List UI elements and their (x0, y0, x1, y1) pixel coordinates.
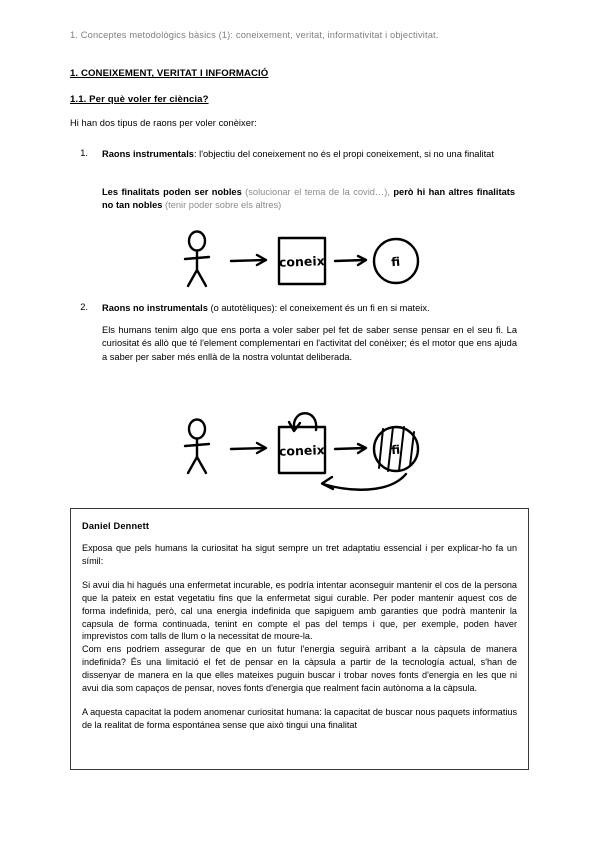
list-item (70, 302, 515, 315)
list-item-number: 2. (80, 302, 88, 312)
subnote-gray-2: (tenir poder sobre els altres) (162, 200, 282, 211)
goal-circle-label: fi (390, 442, 401, 458)
list-item-paragraph (102, 324, 517, 364)
list-item-number: 1. (80, 148, 88, 158)
subnote-content (102, 186, 515, 212)
stick-figure-head (189, 420, 205, 439)
instrumental-knowledge-diagram (0, 228, 600, 299)
section-heading-1-1: 1.1. Per què voler fer ciència? (70, 94, 209, 105)
stick-figure-arms (185, 444, 209, 446)
quote-box-title: Daniel Dennett (82, 521, 150, 531)
knowledge-box-label: coneix (278, 442, 325, 459)
subnote-bold-2: però hi han altres finalitats no tan nobles (102, 187, 516, 211)
list-item-content (102, 302, 515, 315)
knowledge-box-label: coneix (278, 253, 325, 270)
stick-figure-head (189, 232, 205, 251)
quote-paragraph-1: Exposa que pels humans la curiositat ha sigut sempre un tret adaptatiu essencial i per explicar-ho fa un símil: (82, 543, 517, 566)
diagram-1-svg (175, 228, 425, 294)
list-item-rest: : l'objectiu del coneixement no és el propi coneixement, si no una finalitat (193, 149, 494, 159)
diagram-2-svg (175, 404, 425, 496)
list-item-content (102, 148, 515, 161)
stick-figure-legs (188, 457, 206, 473)
paragraph-text: Els humans tenim algo que ens porta a voler saber pel fet de saber sense pensar en el seu fi. La curiositat és allò que té l'element complementari en l'activitat del conèixer; és el motor que ens ajuda a saber per saber més enllà de la nostra voluntat deliberada. (102, 325, 517, 362)
stick-figure-legs (188, 270, 206, 286)
section-heading-1: 1. CONEIXEMENT, VERITAT I INFORMACIÓ (70, 68, 269, 79)
non-instrumental-knowledge-diagram (0, 404, 600, 501)
feedback-arrow-shaft (323, 474, 406, 490)
subnote-gray-1: (solucionar el tema de la covid…), (241, 187, 394, 197)
arrow-2-shaft (335, 448, 365, 449)
list-item-subnote (70, 186, 515, 212)
quote-paragraph-2: Si avui dia hi hagués una enfermetat incurable, es podría intentar aconseguir mantenir el cos de la persona que la pateix en estat vegetatiu fins que la enfermetat sigui curable. Per poder mantenir aquest cos de forma indefinida, però, cal una energia indefinida que sapiguem amb garanties que podrà mantenir la capsula de forma continuada, tenint en compte el pas del temps i que, per exemple, poden haver imprevistos com talls de llum o la necessitat de moure-la. (82, 579, 517, 642)
quote-paragraph-4: A aquesta capacitat la podem anomenar curiositat humana: la capacitat de buscar nous paquets informatius de la realitat de forma espontánea sense que això tingui una finalitat (82, 706, 517, 730)
quote-paragraph-3: Com ens podriem assegurar de que en un futur l'energia seguirà arribant a la càpsula de manera indefinida? És una limitació el fet de pensar en la càpsula a partir de la tecnología actual, s'han de dissenyar de manera en la que elles mateixes puguin buscar i trobar noves fonts d'energia en les que ni avui dia som capaços de pensar, noves fonts d'energia que realment facin autònoma a la càpsula. (82, 644, 517, 694)
arrow-1-shaft (231, 448, 265, 449)
goal-circle-label: fi (390, 254, 401, 270)
arrow-2-shaft (335, 260, 365, 261)
arrow-1-shaft (231, 260, 265, 261)
list-item (70, 148, 515, 161)
running-header: 1. Conceptes metodològics bàsics (1): coneixement, veritat, informativitat i objectivitat. (70, 30, 439, 40)
subnote-bold-1: Les finalitats poden ser nobles (102, 187, 242, 197)
dennett-quote-box (70, 508, 529, 770)
intro-paragraph: Hi han dos tipus de raons per voler conèixer: (70, 118, 257, 128)
stick-figure-arms (185, 257, 209, 259)
list-item-lead: Raons no instrumentals (102, 303, 208, 313)
list-item-lead: Raons instrumentals (102, 149, 194, 159)
list-item-rest: (o autotèliques): el coneixement és un fi en si mateix. (207, 303, 430, 313)
feedback-arrow-head (322, 477, 333, 489)
